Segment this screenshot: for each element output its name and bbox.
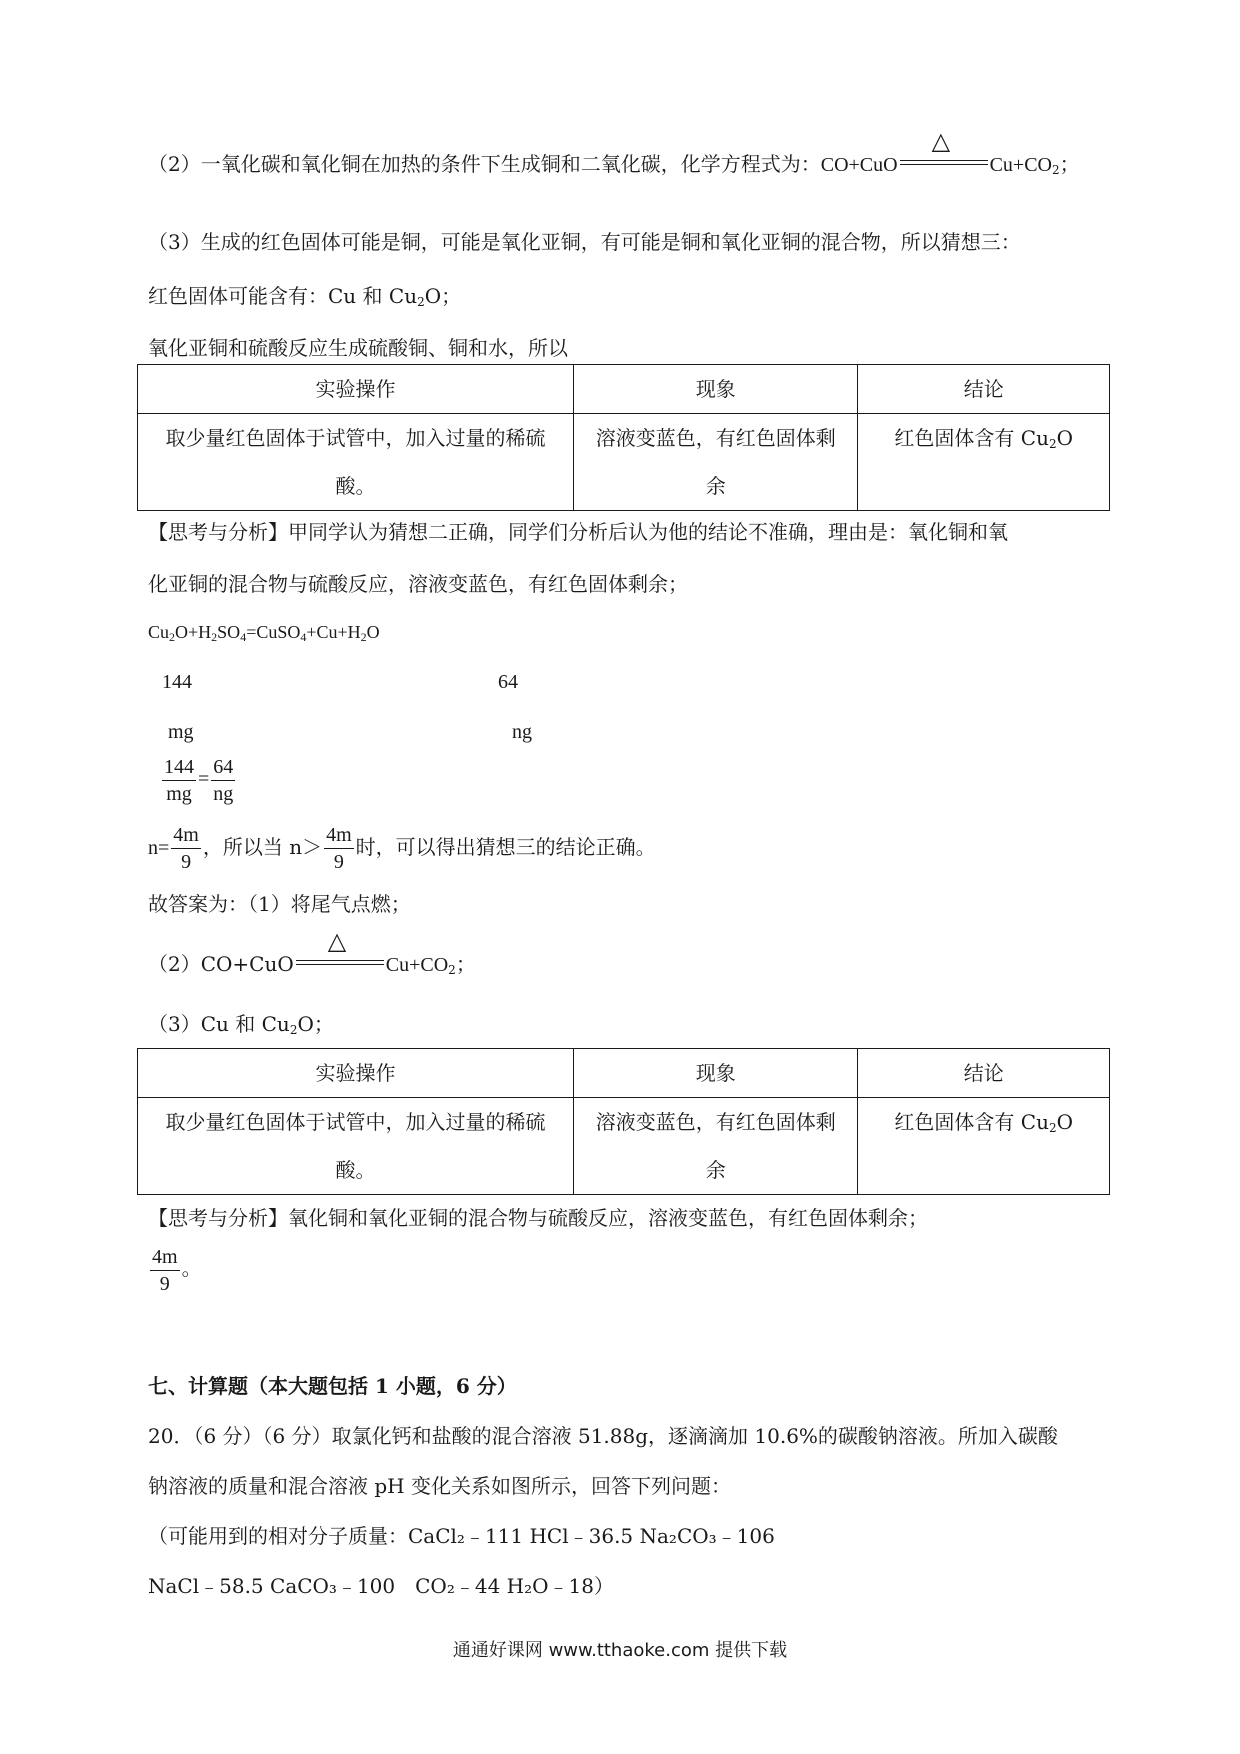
line: 酸。 (335, 1158, 376, 1182)
fraction (211, 754, 235, 807)
subscript: 2 (169, 630, 176, 644)
mass-144: 144 (162, 671, 192, 693)
fraction (162, 754, 196, 807)
experiment-table-1 (137, 364, 1110, 511)
text: n= (148, 837, 170, 859)
question-20-molar-masses-1: （可能用到的相对分子质量：CaCl₂﹣111 HCl﹣36.5 Na₂CO₃﹣106 (148, 1524, 775, 1548)
text: 。 (181, 1258, 202, 1281)
table-cell-conclusion (858, 414, 1110, 511)
proportion-equation (160, 754, 237, 807)
question-20-line-1: 20．（6 分）（6 分）取氯化钙和盐酸的混合溶液 51.88g，逐滴滴加 10.6%的碳酸钠溶液。所加入碳酸 (148, 1424, 1058, 1448)
text: O+H (175, 622, 212, 642)
subscript: 2 (1048, 437, 1057, 451)
text: O (1056, 1110, 1074, 1134)
text: 红色固体含有 Cu (894, 426, 1049, 450)
subscript: 2 (211, 630, 218, 644)
fraction (150, 1244, 180, 1297)
question-20-line-2: 钠溶液的质量和混合溶液 pH 变化关系如图所示，回答下列问题： (148, 1474, 731, 1498)
table-cell-operation (138, 414, 574, 511)
numerator: 4m (150, 1244, 180, 1271)
numerator: 64 (211, 754, 235, 781)
reaction-note: 氧化亚铜和硫酸反应生成硫酸铜、铜和水，所以 (148, 336, 568, 360)
analysis-line-1: 【思考与分析】甲同学认为猜想二正确，同学们分析后认为他的结论不准确，理由是：氧化铜和氧 (148, 520, 1008, 544)
line: 取少量红色固体于试管中，加入过量的稀硫 (165, 426, 546, 450)
text: =CuSO (246, 622, 301, 642)
answer-summary-1: 故答案为：（1）将尾气点燃； (148, 892, 411, 916)
subscript: 2 (417, 295, 425, 309)
answer-line-2-equation (148, 127, 1080, 184)
table-header-phenomenon: 现象 (574, 1049, 858, 1098)
answer-summary-fraction (148, 1244, 202, 1297)
text: O； (424, 284, 462, 308)
denominator: 9 (333, 851, 344, 873)
denominator: 9 (159, 1273, 170, 1295)
denominator: 9 (181, 851, 192, 873)
table-cell-phenomenon (574, 1098, 858, 1195)
answer-line-3: （3）生成的红色固体可能是铜，可能是氧化亚铜，有可能是铜和氧化亚铜的混合物，所以猜想三： (148, 230, 1021, 254)
line: 溶液变蓝色，有红色固体剩 (595, 426, 836, 450)
mass-mg: mg (168, 721, 194, 743)
line: 酸。 (335, 474, 376, 498)
answer-summary-3 (148, 1010, 334, 1044)
text: 时，可以得出猜想三的结论正确。 (355, 835, 656, 859)
line: 余 (705, 474, 726, 498)
heating-reaction-arrow (296, 927, 384, 975)
reaction-equation (148, 618, 380, 651)
subscript: 2 (1048, 1121, 1057, 1135)
fraction (171, 822, 201, 875)
text: ； (455, 952, 476, 976)
numerator: 4m (171, 822, 201, 849)
denominator: ng (213, 783, 234, 805)
page-footer: 通通好课网 www.tthaoke.com 提供下载 (452, 1640, 788, 1661)
numerator: 4m (324, 822, 354, 849)
mass-ng: ng (512, 721, 532, 743)
numerator: 144 (162, 754, 196, 781)
experiment-table-2 (137, 1048, 1110, 1195)
question-20-molar-masses-2: NaCl﹣58.5 CaCO₃﹣100 CO₂﹣44 H₂O﹣18） (148, 1574, 614, 1598)
text: （2）CO+CuO (148, 952, 294, 976)
text: 红色固体含有 Cu (894, 1110, 1049, 1134)
text: O (1056, 426, 1074, 450)
line: 溶液变蓝色，有红色固体剩 (595, 1110, 836, 1134)
table-header-operation: 实验操作 (138, 1049, 574, 1098)
text: Cu (148, 622, 170, 642)
line: 余 (705, 1158, 726, 1182)
line: 取少量红色固体于试管中，加入过量的稀硫 (165, 1110, 546, 1134)
subscript: 2 (360, 630, 367, 644)
analysis-line-2: 化亚铜的混合物与硫酸反应，溶液变蓝色，有红色固体剩余； (148, 572, 688, 596)
text: （3）Cu 和 Cu (148, 1012, 290, 1036)
equation-left: CO+CuO (820, 154, 898, 176)
text: 红色固体可能含有：Cu 和 Cu (148, 284, 418, 308)
equals: = (198, 768, 210, 791)
table-cell-conclusion (858, 1098, 1110, 1195)
equation-right: Cu+CO (989, 154, 1052, 176)
mass-64: 64 (498, 671, 518, 693)
n-result-line (148, 822, 656, 875)
delta-icon: △ (931, 127, 951, 155)
table-header-operation: 实验操作 (138, 365, 574, 414)
table-cell-operation (138, 1098, 574, 1195)
text: SO (217, 622, 241, 642)
subscript: 4 (300, 630, 307, 644)
text: O (366, 622, 380, 642)
subscript: 2 (448, 963, 456, 977)
answer-line-3-contents (148, 282, 461, 316)
text: O； (297, 1012, 334, 1036)
denominator: mg (166, 783, 192, 805)
table-header-phenomenon: 现象 (574, 365, 858, 414)
fraction (324, 822, 354, 875)
subscript: 4 (240, 630, 247, 644)
answer-summary-analysis: 【思考与分析】氧化铜和氧化亚铜的混合物与硫酸反应，溶液变蓝色，有红色固体剩余； (148, 1206, 928, 1230)
text: （2）一氧化碳和氧化铜在加热的条件下生成铜和二氧化碳，化学方程式为： (148, 152, 821, 176)
table-cell-phenomenon (574, 414, 858, 511)
subscript: 2 (1052, 163, 1060, 177)
heating-reaction-arrow (900, 127, 988, 175)
answer-summary-2 (148, 927, 476, 984)
punct: ； (1059, 152, 1080, 176)
delta-icon: △ (327, 927, 347, 955)
text: +Cu+H (306, 622, 361, 642)
text: ，所以当 n＞ (202, 835, 323, 859)
section-7-heading: 七、计算题（本大题包括 1 小题，6 分） (148, 1374, 517, 1398)
table-header-conclusion: 结论 (858, 365, 1110, 414)
text: Cu+CO (385, 954, 449, 976)
subscript: 2 (289, 1023, 298, 1037)
table-header-conclusion: 结论 (858, 1049, 1110, 1098)
